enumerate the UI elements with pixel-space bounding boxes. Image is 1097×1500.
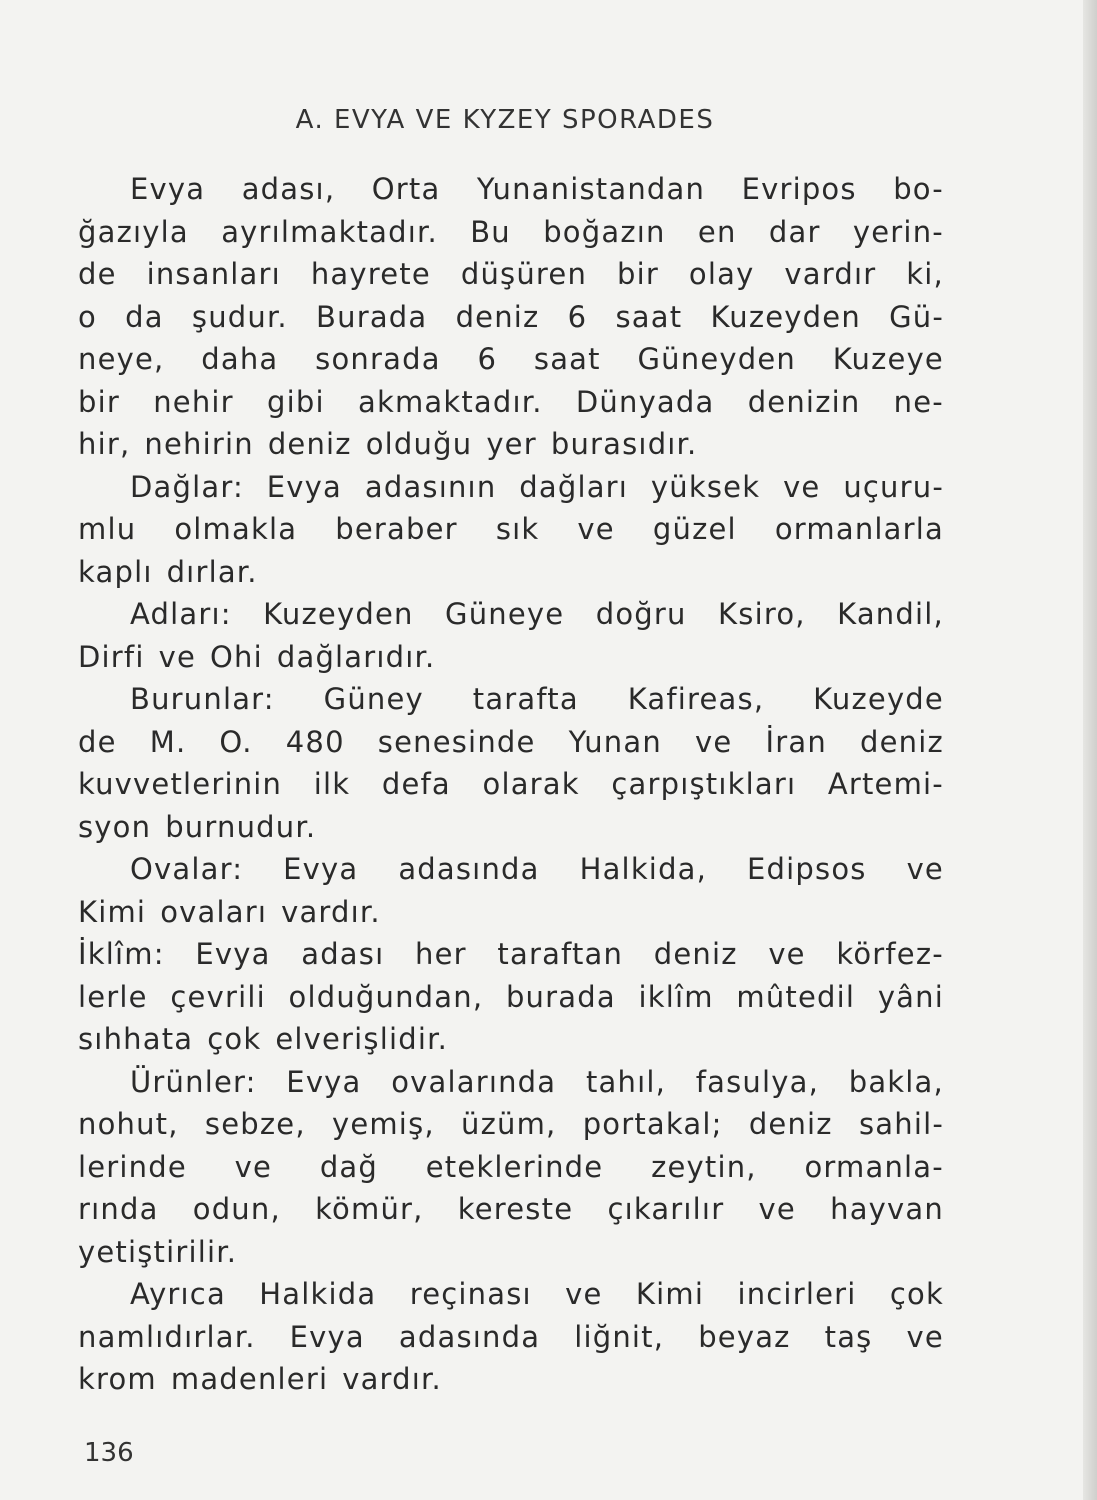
word: Güneye [445, 597, 565, 631]
word: Ürünler: [130, 1064, 257, 1099]
word: eteklerinde [425, 1149, 604, 1184]
word: ovalarında [391, 1064, 557, 1099]
page-number: 136 [84, 1438, 134, 1468]
page-edge [1083, 0, 1097, 1500]
word: hayvan [830, 1192, 944, 1226]
word: olmakla [174, 512, 298, 546]
word: beraber [335, 512, 458, 546]
text-line [78, 678, 944, 721]
word: yâni [877, 979, 944, 1014]
word: deniz [455, 299, 540, 334]
text-line [78, 253, 944, 296]
word: mûtedil [736, 979, 856, 1014]
word: beyaz [698, 1319, 791, 1354]
word: elverişlidir. [275, 1022, 448, 1056]
word: bir [616, 257, 659, 291]
text-line [78, 848, 944, 891]
word: Güneyden [637, 342, 796, 376]
text-line [78, 891, 944, 934]
text-line [78, 423, 944, 466]
text-line [78, 381, 944, 424]
word: liğnit, [574, 1319, 665, 1354]
text-line [78, 296, 944, 339]
word: Kuzeyden [710, 299, 861, 334]
word: Kafireas, [627, 682, 765, 716]
word: Edipsos [747, 852, 867, 886]
word: Yunan [568, 724, 662, 759]
word: dar [768, 214, 821, 249]
text-line [78, 1358, 944, 1401]
word: o [78, 299, 97, 334]
word: adası [301, 937, 385, 971]
text-line [78, 508, 944, 551]
word: de [78, 724, 117, 759]
text-line [78, 466, 944, 509]
word: madenleri [170, 1362, 329, 1396]
word: kuvvetlerinin [78, 767, 283, 801]
text-line [78, 211, 944, 254]
body-text [78, 168, 944, 1401]
text-line [78, 1231, 944, 1274]
word: adası, [241, 172, 336, 206]
word: senesinde [377, 724, 536, 759]
word: üzüm, [461, 1107, 557, 1141]
word: ormanla- [804, 1149, 944, 1184]
word: 6 [477, 342, 498, 376]
word: vardır. [342, 1362, 442, 1396]
word: Evya [130, 172, 206, 206]
word: krom [78, 1362, 157, 1396]
word: çıkarılır [607, 1192, 725, 1226]
word: rında [78, 1192, 159, 1226]
word: Dirfi [78, 639, 145, 674]
word: Kuzeye [832, 342, 944, 376]
text-line [78, 721, 944, 764]
word: deniz [653, 937, 738, 971]
word: İklîm: [78, 937, 165, 971]
word: ve [565, 1277, 603, 1311]
word: ve [758, 1192, 796, 1226]
text-line [78, 593, 944, 636]
text-line [78, 1273, 944, 1316]
word: kereste [457, 1192, 574, 1226]
word: neye, [78, 342, 165, 376]
word: insanları [146, 257, 281, 291]
word: O. [219, 724, 253, 759]
text-line [78, 636, 944, 679]
word: Evya [195, 937, 271, 971]
word: M. [149, 724, 187, 759]
word: dağ [319, 1149, 379, 1184]
word: ve [234, 1149, 273, 1184]
word: denizin [747, 384, 861, 419]
word: körfez- [836, 937, 944, 971]
word: akmaktadır. [357, 384, 543, 419]
word: kömür, [315, 1192, 424, 1226]
word: ve [695, 724, 733, 759]
word: nehir [153, 384, 234, 419]
word: deniz [267, 427, 352, 461]
text-line [78, 1103, 944, 1146]
word: vardır [784, 257, 877, 291]
word: bir [78, 384, 120, 419]
word: Dağlar: [130, 469, 244, 504]
word: Kuzeyde [813, 682, 944, 716]
word: ğazıyla [78, 214, 189, 249]
word: Kimi [78, 894, 147, 929]
word: şudur. [191, 299, 288, 334]
word: sıhhata [78, 1022, 194, 1056]
word: İran [765, 724, 827, 759]
text-line [78, 551, 944, 594]
word: hayrete [310, 257, 431, 291]
text-line [78, 1188, 944, 1231]
word: vardır. [281, 894, 381, 929]
text-line [78, 763, 944, 806]
word: bo- [893, 172, 944, 206]
text-line [78, 1146, 944, 1189]
word: boğazın [543, 214, 666, 249]
word: ve [783, 469, 821, 504]
word: Bu [470, 214, 511, 249]
word: olduğundan, [288, 979, 484, 1014]
word: tarafta [472, 682, 579, 716]
word: reçinası [409, 1277, 532, 1311]
word: saat [533, 342, 601, 376]
word: olduğu [365, 427, 473, 461]
word: Evya [289, 1319, 365, 1354]
text-line [78, 1316, 944, 1359]
word: doğru [595, 597, 687, 631]
word: burasıdır. [550, 427, 698, 461]
word: Kuzeyden [263, 597, 414, 631]
word: Ksiro, [718, 597, 806, 631]
word: da [125, 299, 164, 334]
word: sonrada [315, 342, 441, 376]
word: ve [158, 639, 196, 674]
word: mlu [78, 512, 137, 546]
word: her [415, 937, 467, 971]
word: yemiş, [331, 1107, 435, 1141]
text-line [78, 168, 944, 211]
word: Burada [316, 299, 428, 334]
word: portakal; [582, 1107, 723, 1141]
word: burnudur. [165, 809, 317, 844]
word: gibi [267, 384, 325, 419]
word: de [78, 257, 117, 291]
word: 6 [567, 299, 588, 334]
word: kaplı [78, 554, 153, 589]
word: olarak [482, 767, 580, 801]
word: Yunanistandan [476, 172, 706, 206]
word: daha [201, 342, 279, 376]
word: deniz [748, 1107, 833, 1141]
word: incirleri [737, 1277, 857, 1311]
word: yetiştirilir. [78, 1234, 238, 1269]
word: Evya [266, 469, 342, 504]
word: 480 [285, 724, 345, 759]
word: çarpıştıkları [611, 767, 797, 801]
word: lerle [78, 979, 148, 1014]
word: ki, [906, 257, 944, 291]
word: Burunlar: [130, 682, 275, 716]
word: Adları: [130, 597, 232, 631]
word: dağları [519, 469, 629, 504]
text-line [78, 1018, 944, 1061]
word: ne- [893, 384, 944, 419]
word: Ohi [209, 639, 263, 674]
word: ve [577, 512, 615, 546]
word: burada [505, 979, 616, 1014]
word: Kimi [635, 1277, 705, 1311]
word: Evripos [741, 172, 857, 206]
word: taş [824, 1319, 873, 1354]
word: odun, [192, 1192, 281, 1226]
word: ve [906, 852, 944, 886]
word: olay [688, 257, 755, 291]
text-line [78, 806, 944, 849]
word: dırlar. [166, 554, 258, 589]
word: Gü- [889, 299, 944, 334]
word: dağlarıdır. [276, 639, 436, 674]
word: yüksek [650, 469, 761, 504]
word: adasında [398, 1319, 541, 1354]
word: ayrılmaktadır. [221, 214, 438, 249]
word: tahıl, [585, 1064, 667, 1099]
word: adasının [364, 469, 497, 504]
word: iklîm [638, 979, 714, 1014]
word: Kandil, [837, 597, 944, 631]
word: ve [768, 937, 806, 971]
word: sık [495, 512, 540, 546]
word: sahil- [858, 1107, 944, 1141]
word: fasulya, [695, 1064, 820, 1099]
word: nohut, [78, 1107, 179, 1141]
word: çok [889, 1277, 944, 1311]
word: güzel [652, 512, 737, 546]
word: taraftan [497, 937, 624, 971]
word: yerin- [852, 214, 944, 249]
word: ormanlarla [774, 512, 944, 546]
word: en [697, 214, 737, 249]
text-line [78, 933, 944, 976]
word: Orta [371, 172, 441, 206]
word: düşüren [460, 257, 588, 291]
text-line [78, 976, 944, 1019]
word: Ayrıca [130, 1277, 226, 1311]
word: deniz [859, 724, 944, 759]
word: çok [207, 1022, 262, 1056]
word: zeytin, [651, 1149, 757, 1184]
word: Artemi- [827, 767, 944, 801]
page-heading: A. EVYA VE KYZEY SPORADES [295, 105, 715, 135]
word: ilk [313, 767, 351, 801]
text-line [78, 1061, 944, 1104]
word: Halkida, [579, 852, 708, 886]
word: Halkida [259, 1277, 377, 1311]
word: ve [906, 1319, 944, 1354]
word: adasında [398, 852, 540, 886]
word: nehirin [144, 427, 254, 461]
word: sebze, [204, 1107, 306, 1141]
word: Evya [286, 1064, 362, 1099]
word: çevrili [170, 979, 266, 1014]
word: Ovalar: [130, 852, 244, 886]
text-line [78, 338, 944, 381]
word: uçuru- [843, 469, 944, 504]
word: Evya [283, 852, 359, 886]
word: syon [78, 809, 152, 844]
word: namlıdırlar. [78, 1319, 256, 1354]
word: ovaları [160, 894, 268, 929]
word: Dünyada [575, 384, 715, 419]
word: hir, [78, 427, 131, 461]
word: Güney [323, 682, 424, 716]
word: yer [486, 427, 537, 461]
word: saat [615, 299, 683, 334]
word: bakla, [848, 1064, 944, 1099]
word: defa [381, 767, 451, 801]
word: lerinde [78, 1149, 187, 1184]
